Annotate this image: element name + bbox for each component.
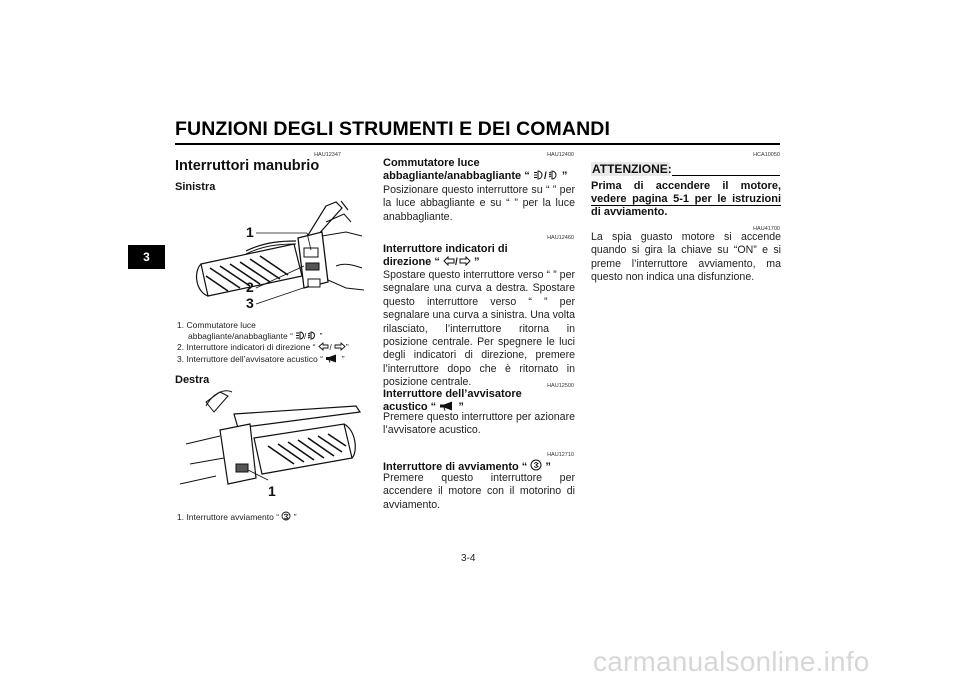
start-icon <box>281 511 291 521</box>
s5-body: La spia guasto motore si accende quando si gira la chiave su “ON” e si preme l’interruttore avviamento, ma questo non indica una disfunzione. <box>591 231 781 284</box>
attention-label: ATTENZIONE: <box>592 162 672 176</box>
svg-text:/: / <box>304 331 307 340</box>
page-title: FUNZIONI DEGLI STRUMENTI E DEI COMANDI <box>175 118 610 140</box>
header-rule <box>175 143 780 145</box>
s2-code: HAU12460 <box>547 235 574 241</box>
s2-body: Spostare questo interruttore verso “ ” per segnalare una curva a destra. Spostare questo interruttore verso “ ” per segnalare una curva a sinistra. Una volta rilasciato, l’interruttore ritorna in posizione centrale. Per spegnere le luci degli indicatori di direzione, premere l’interruttore dopo che è ritornato in posizione centrale. <box>383 269 575 389</box>
s5-code: HAU41700 <box>753 226 780 232</box>
horn-icon <box>439 401 455 411</box>
horn-icon <box>325 354 339 363</box>
svg-text:/: / <box>454 257 458 266</box>
section-heading: Interruttori manubrio <box>175 158 320 174</box>
right-handlebar-illustration <box>176 384 366 502</box>
attention-text: Prima di accendere il motore, vedere pagina 5-1 per le istruzioni di avviamento. <box>591 180 781 218</box>
caption-2: 2. Interruttore indicatori di direzione “ <box>177 342 316 353</box>
callout-2: 2 <box>246 279 254 295</box>
page-number: 3-4 <box>461 553 476 564</box>
left-handlebar-label: Sinistra <box>175 181 216 193</box>
s1-body: Posizionare questo interruttore su “ ” per la luce abbagliante e su “ ” per la luce anabbagliante. <box>383 184 575 223</box>
s3-heading: Interruttore dell’avvisatore acustico “ ” <box>383 388 522 413</box>
section-code: HAU12347 <box>314 152 341 158</box>
high-low-beam-icon <box>533 170 559 180</box>
caption-1b: abbagliante/anabbagliante “ / ” <box>188 330 323 341</box>
callout-3: 3 <box>246 295 254 311</box>
right-handlebar-label: Destra <box>175 374 210 386</box>
caption-3: 3. Interruttore dell’avvisatore acustico “ <box>177 353 323 364</box>
s1-code: HAU12400 <box>547 152 574 158</box>
s4-heading: Interruttore di avviamento “ ” <box>383 461 551 473</box>
s4-body: Premere questo interruttore per accendere il motore con il motorino di avviamento. <box>383 472 575 511</box>
watermark: carmanualsonline.info <box>593 646 870 677</box>
chapter-tab: 3 <box>128 245 165 269</box>
callout-1-right: 1 <box>268 483 276 499</box>
callout-1: 1 <box>246 224 254 240</box>
svg-text:/: / <box>543 171 547 180</box>
right-caption: 1. Interruttore avviamento “ ” <box>177 512 297 522</box>
svg-text:/: / <box>329 343 332 352</box>
left-handlebar-illustration <box>176 196 366 314</box>
s3-body: Premere questo interruttore per azionare l’avvisatore acustico. <box>383 411 575 437</box>
s4-code: HAU12710 <box>547 452 574 458</box>
attention-underline <box>591 205 781 206</box>
attention-rule <box>672 175 780 176</box>
s3-code: HAU12500 <box>547 383 574 389</box>
s2-heading: Interruttore indicatori di direzione “ / ” <box>383 243 508 268</box>
att-code: HCA10050 <box>753 152 780 158</box>
start-icon <box>530 459 542 471</box>
left-captions: 1. Commutatore luce abbagliante/anabbagliante “ / ” 2. Interruttore indicatori di direzione “ / ” 3. Interruttore dell’avvisatore acustico “ ” <box>177 320 367 364</box>
turn-signal-icon <box>443 256 471 266</box>
caption-1a: 1. Commutatore luce <box>177 320 256 330</box>
turn-signal-icon <box>318 342 346 351</box>
s1-heading: Commutatore luce abbagliante/anabbagliante “ / ” <box>383 157 568 182</box>
high-low-beam-icon <box>295 331 317 340</box>
